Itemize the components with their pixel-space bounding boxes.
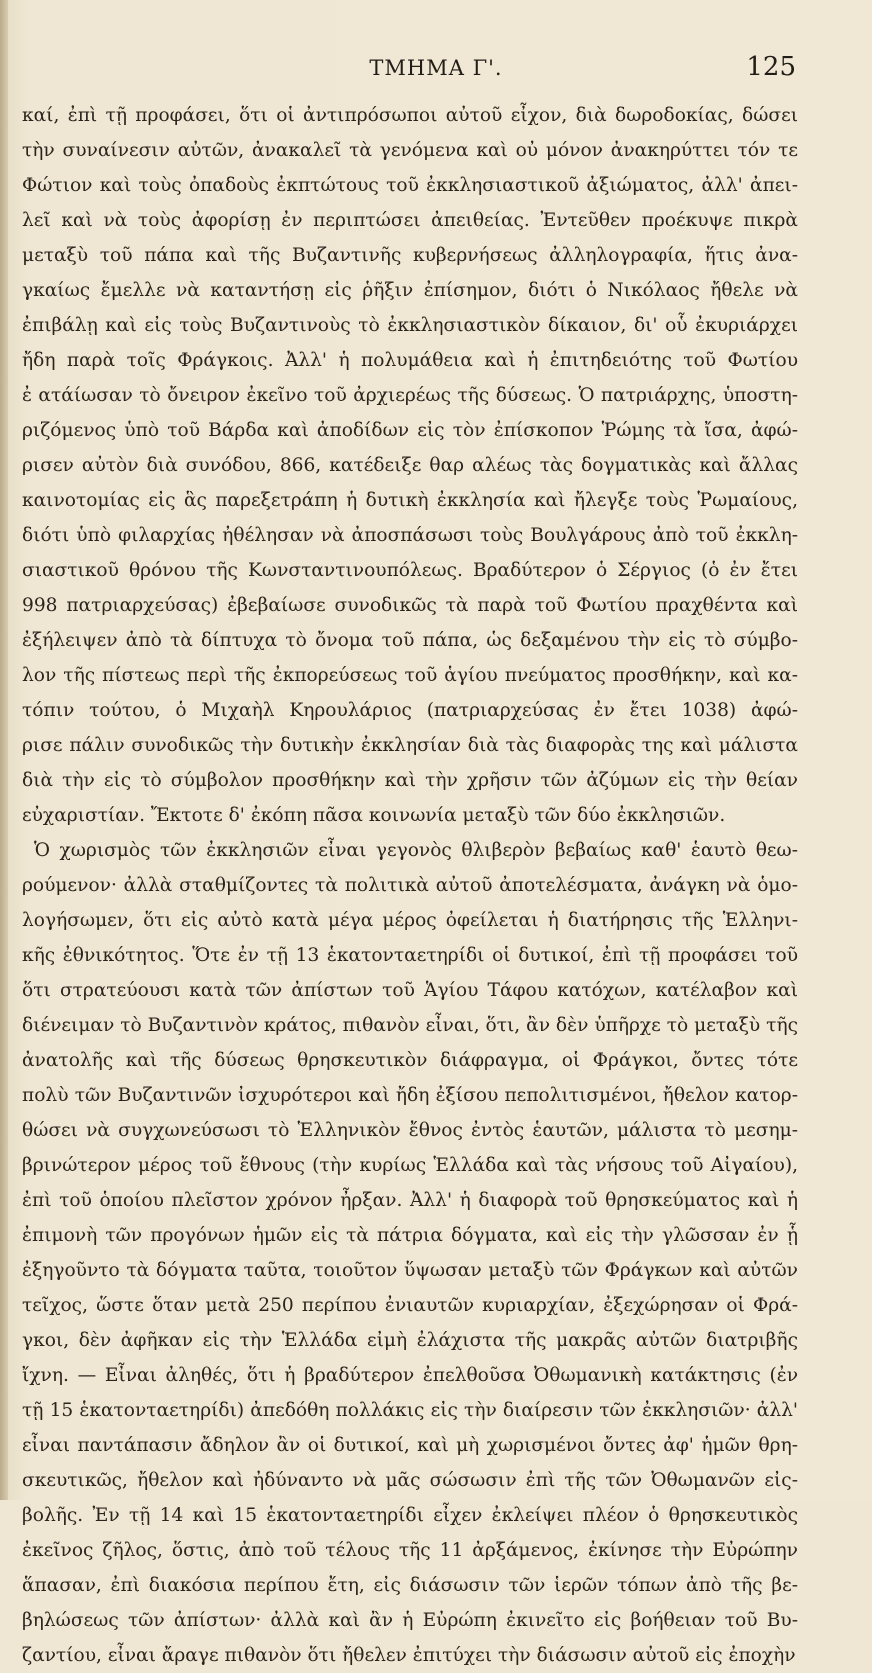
- text-line: τόπιν τούτου, ὁ Μιχαὴλ Κηρουλάριος (πατριαρχεύσας ἐν ἔτει 1038) ἀφώ-: [22, 700, 798, 721]
- text-line: λογήσωμεν, ὅτι εἰς αὐτὸ κατὰ μέγα μέρος ὀφείλεται ἡ διατήρησις τῆς Ἑλληνι-: [22, 910, 798, 931]
- text-line: ριζόμενος ὑπὸ τοῦ Βάρδα καὶ ἀποδίδων εἰς τὸν ἐπίσκοπον Ῥώμης τὰ ἴσα, ἀφώ-: [22, 420, 798, 441]
- text-line: ζαντίου, εἶναι ἄραγε πιθανὸν ὅτι ἤθελεν ἐπιτύχει τὴν διάσωσιν αὐτοῦ εἰς ἐποχὴν: [22, 1645, 796, 1666]
- text-line: ἐπὶ τοῦ ὁποίου πλεῖστον χρόνον ἦρξαν. Ἀλλ' ἡ διαφορὰ τοῦ θρησκεύματος καὶ ἡ: [22, 1190, 798, 1211]
- text-line: τῇ 15 ἑκατονταετηρίδι) ἀπεδόθη πολλάκις εἰς τὴν διαίρεσιν τῶν ἐκκλησιῶν· ἀλλ': [22, 1400, 798, 1421]
- text-line: διένειμαν τὸ Βυζαντινὸν κράτος, πιθανὸν εἶναι, ὅτι, ἂν δὲν ὑπῆρχε τὸ μεταξὺ τῆς: [22, 1015, 798, 1036]
- text-line: ρισεν αὐτὸν διὰ συνόδου, 866, κατέδειξε θαρ αλέως τὰς δογματικὰς καὶ ἄλλας: [22, 455, 798, 476]
- text-line: μεταξὺ τοῦ πάπα καὶ τῆς Βυζαντινῆς κυβερνήσεως ἀλληλογραφία, ἥτις ἀνα-: [22, 245, 798, 266]
- text-line: ἐ ατάίωσαν τὸ ὄνειρον ἐκεῖνο τοῦ ἀρχιερέως τῆς δύσεως. Ὁ πατριάρχης, ὑποστη-: [22, 385, 798, 406]
- body-text: [22, 98, 798, 1673]
- text-line: 998 πατριαρχεύσας) ἐβεβαίωσε συνοδικῶς τὰ παρὰ τοῦ Φωτίου πραχθέντα καὶ: [22, 595, 798, 616]
- text-line: γκαίως ἔμελλε νὰ καταντήσῃ εἰς ῥῆξιν ἐπίσημον, διότι ὁ Νικόλαος ἤθελε νὰ: [22, 280, 798, 301]
- text-line: ἴχνη. — Εἶναι ἀληθές, ὅτι ἡ βραδύτερον ἐπελθοῦσα Ὀθωμανικὴ κατάκτησις (ἐν: [22, 1365, 798, 1386]
- text-line: λον τῆς πίστεως περὶ τῆς ἐκπορεύσεως τοῦ ἁγίου πνεύματος προσθήκην, καὶ κα-: [22, 665, 798, 686]
- text-line: ὅτι στρατεύουσι κατὰ τῶν ἀπίστων τοῦ Ἁγίου Τάφου κατόχων, κατέλαβον καὶ: [22, 980, 798, 1001]
- text-line: βολῆς. Ἐν τῇ 14 καὶ 15 ἑκατονταετηρίδι εἶχεν ἐκλείψει πλέον ὁ θρησκευτικὸς: [22, 1505, 798, 1526]
- text-line: Ὁ χωρισμὸς τῶν ἐκκλησιῶν εἶναι γεγονὸς θλιβερὸν βεβαίως καθ' ἑαυτὸ θεω-: [34, 840, 798, 861]
- text-line: εὐχαριστίαν. Ἔκτοτε δ' ἐκόπη πᾶσα κοινωνία μεταξὺ τῶν δύο ἐκκλησιῶν.: [22, 805, 726, 826]
- text-line: γκοι, δὲν ἀφῆκαν εἰς τὴν Ἑλλάδα εἰμὴ ἐλάχιστα τῆς μακρᾶς αὐτῶν διατριβῆς: [22, 1330, 798, 1351]
- text-line: σκευτικῶς, ἤθελον καὶ ἠδύναντο νὰ μᾶς σώσωσιν ἐπὶ τῆς τῶν Ὀθωμανῶν εἰς-: [22, 1470, 798, 1491]
- text-line: καί, ἐπὶ τῇ προφάσει, ὅτι οἱ ἀντιπρόσωποι αὐτοῦ εἶχον, διὰ δωροδοκίας, δώσει: [22, 105, 798, 126]
- text-line: διὰ τὴν εἰς τὸ σύμβολον προσθήκην καὶ τὴν χρῆσιν τῶν ἀζύμων εἰς τὴν θείαν: [22, 770, 798, 791]
- text-line: ἐπιβάλῃ καὶ εἰς τοὺς Βυζαντινοὺς τὸ ἐκκλησιαστικὸν δίκαιον, δι' οὗ ἐκυριάρχει: [22, 315, 798, 336]
- text-line: ἤδη παρὰ τοῖς Φράγκοις. Ἀλλ' ἡ πολυμάθεια καὶ ἡ ἐπιτηδειότης τοῦ Φωτίου: [22, 350, 798, 371]
- text-line: ρισε πάλιν συνοδικῶς τὴν δυτικὴν ἐκκλησίαν διὰ τὰς διαφορὰς της καὶ μάλιστα: [22, 735, 798, 756]
- text-line: ἐκεῖνος ζῆλος, ὅστις, ἀπὸ τοῦ τέλους τῆς 11 ἀρξάμενος, ἐκίνησε τὴν Εὐρώπην: [22, 1540, 798, 1561]
- page-header: [0, 52, 872, 92]
- binding-edge: [0, 0, 8, 1500]
- text-line: ἀνατολῆς καὶ τῆς δύσεως θρησκευτικὸν διάφραγμα, οἱ Φράγκοι, ὄντες τότε: [22, 1050, 798, 1071]
- text-line: ἐξηγοῦντο τὰ δόγματα ταῦτα, τοιοῦτον ὕψωσαν μεταξὺ τῶν Φράγκων καὶ αὐτῶν: [22, 1260, 798, 1281]
- text-line: πολὺ τῶν Βυζαντινῶν ἰσχυρότεροι καὶ ἤδη ἐξίσου πεπολιτισμένοι, ἤθελον κατορ-: [22, 1085, 798, 1106]
- text-line: καινοτομίας εἰς ἃς παρεξετράπη ἡ δυτικὴ ἐκκλησία καὶ ἤλεγξε τοὺς Ῥωμαίους,: [22, 490, 798, 511]
- text-line: ἐπιμονὴ τῶν προγόνων ἡμῶν εἰς τὰ πάτρια δόγματα, καὶ εἰς τὴν γλῶσσαν ἐν ᾗ: [22, 1225, 798, 1246]
- running-head: ΤΜΗΜΑ Γ'.: [369, 56, 503, 80]
- text-line: ἐξήλειψεν ἀπὸ τὰ δίπτυχα τὸ ὄνομα τοῦ πάπα, ὡς δεξαμένου τὴν εἰς τὸ σύμβο-: [22, 630, 798, 651]
- page-number: 125: [746, 52, 796, 82]
- text-line: λεῖ καὶ νὰ τοὺς ἀφορίσῃ ἐν περιπτώσει ἀπειθείας. Ἐντεῦθεν προέκυψε πικρὰ: [22, 210, 798, 231]
- text-line: σιαστικοῦ θρόνου τῆς Κωνσταντινουπόλεως. Βραδύτερον ὁ Σέργιος (ὁ ἐν ἔτει: [22, 560, 798, 581]
- text-line: ρούμενον· ἀλλὰ σταθμίζοντες τὰ πολιτικὰ αὐτοῦ ἀποτελέσματα, ἀνάγκη νὰ ὁμο-: [22, 875, 798, 896]
- text-line: τὴν συναίνεσιν αὐτῶν, ἀνακαλεῖ τὰ γενόμενα καὶ οὐ μόνον ἀνακηρύττει τόν τε: [22, 140, 798, 161]
- text-line: εἶναι παντάπασιν ἄδηλον ἂν οἱ δυτικοί, καὶ μὴ χωρισμένοι ὄντες ἀφ' ἡμῶν θρη-: [22, 1435, 798, 1456]
- text-line: βρινώτερον μέρος τοῦ ἔθνους (τὴν κυρίως Ἑλλάδα καὶ τὰς νήσους τοῦ Αἰγαίου),: [22, 1155, 798, 1176]
- text-line: θώσει νὰ συγχωνεύσωσι τὸ Ἑλληνικὸν ἔθνος ἐντὸς ἑαυτῶν, μάλιστα τὸ μεσημ-: [22, 1120, 798, 1141]
- text-line: βηλώσεως τῶν ἀπίστων· ἀλλὰ καὶ ἂν ἡ Εὐρώπη ἐκινεῖτο εἰς βοήθειαν τοῦ Βυ-: [22, 1610, 798, 1631]
- text-line: διότι ὑπὸ φιλαρχίας ἠθέλησαν νὰ ἀποσπάσωσι τοὺς Βουλγάρους ἀπὸ τοῦ ἐκκλη-: [22, 525, 798, 546]
- text-line: κῆς ἐθνικότητος. Ὅτε ἐν τῇ 13 ἑκατονταετηρίδι οἱ δυτικοί, ἐπὶ τῇ προφάσει τοῦ: [22, 945, 798, 966]
- text-line: τεῖχος, ὥστε ὅταν μετὰ 250 περίπου ἐνιαυτῶν κυριαρχίαν, ἐξεχώρησαν οἱ Φρά-: [22, 1295, 798, 1316]
- text-line: Φώτιον καὶ τοὺς ὀπαδοὺς ἐκπτώτους τοῦ ἐκκλησιαστικοῦ ἀξιώματος, ἀλλ' ἀπει-: [22, 175, 798, 196]
- text-line: ἅπασαν, ἐπὶ διακόσια περίπου ἔτη, εἰς διάσωσιν τῶν ἱερῶν τόπων ἀπὸ τῆς βε-: [22, 1575, 798, 1596]
